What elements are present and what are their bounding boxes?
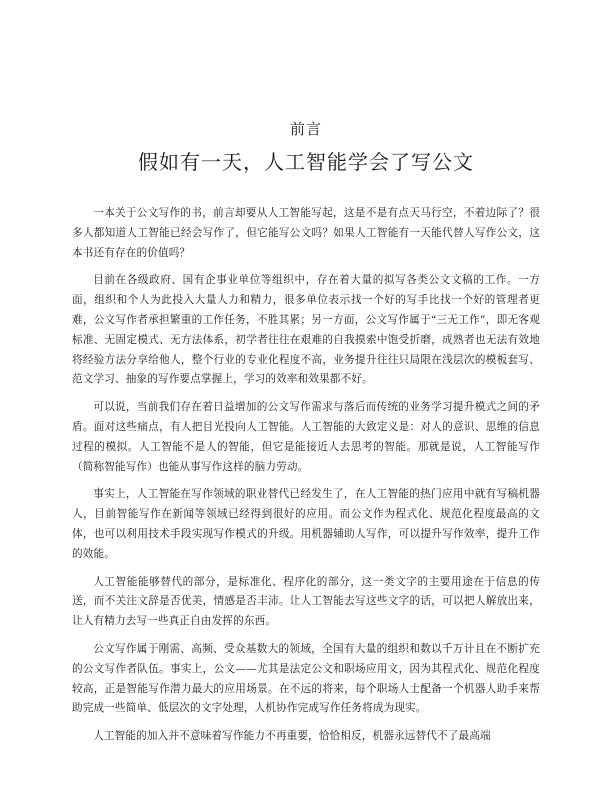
paragraph: 一本关于公文写作的书，前言却要从人工智能写起，这是不是有点天马行空，不着边际了？很多人都知道人工智能已经会写作了，但它能写公文吗？如果人工智能有一天能代替人写作公文，这本书还有存在的价值吗？ — [72, 207, 540, 259]
paragraph: 事实上，人工智能在写作领域的职业替代已经发生了，在人工智能的热门应用中就有写稿机器人，目前智能写作在新闻等领域已经得到很好的应用。而公文作为程式化、规范化程度最高的文体，也可以利用技术手段实现写作模式的升级。用机器辅助人写作，可以提升写作效率，提升工作的效能。 — [72, 488, 540, 560]
page-title: 假如有一天，人工智能学会了写公文 — [138, 150, 474, 174]
paragraph: 可以说，当前我们存在着日益增加的公文写作需求与落后而传统的业务学习提升模式之间的矛盾。面对这些痛点，有人把目光投向人工智能。人工智能的大致定义是：对人的意识、思维的信息过程的模拟。人工智能不是人的智能，但它是能接近人去思考的智能。那就是说，人工智能写作（简称智能写作）也能从事写作这样的脑力劳动。 — [72, 401, 540, 473]
paragraph: 公文写作属于刚需、高频、受众基数大的领域，全国有大量的组织和数以千万计且在不断扩充的公文写作者队伍。事实上，公文——尤其是法定公文和职场应用文，因为其程式化、规范化程度较高，正是智能写作潜力最大的应用场景。在不远的将来，每个职场人士配备一个机器人助手来帮助完成一些简单、低层次的文字处理，人机协作完成写作任务将成为现实。 — [72, 642, 540, 715]
paragraph: 人工智能的加入并不意味着写作能力不再重要，恰恰相反，机器永远替代不了最高端 — [93, 730, 491, 743]
body-text — [72, 204, 540, 755]
paragraph: 目前在各级政府、国有企事业单位等组织中，存在着大量的拟写各类公文文稿的工作。一方面，组织和个人为此投入大量人力和精力，很多单位表示找一个好的写手比找一个好的管理者更难，公文写作者承担繁重的工作任务，不胜其累；另一方面，公文写作属于“三无工作”，即无客观标准、无固定模式、无方法体系，初学者往往在艰难的自我摸索中饱受折磨，成熟者也无法有效地将经验方法分享给他人，整个行业的专业化程度不高，业务提升往往只局限在浅层次的模板套写、范文学习、抽象的写作要点掌握上，学习的效率和效果都不好。 — [72, 274, 540, 386]
paragraph: 人工智能能够替代的部分，是标准化、程序化的部分，这一类文字的主要用途在于信息的传送，而不关注文辞是否优美，情感是否丰沛。让人工智能去写这些文字的话，可以把人解放出来，让人有精力去写一些真正自由发挥的东西。 — [72, 575, 540, 628]
section-label: 前言 — [289, 120, 322, 138]
